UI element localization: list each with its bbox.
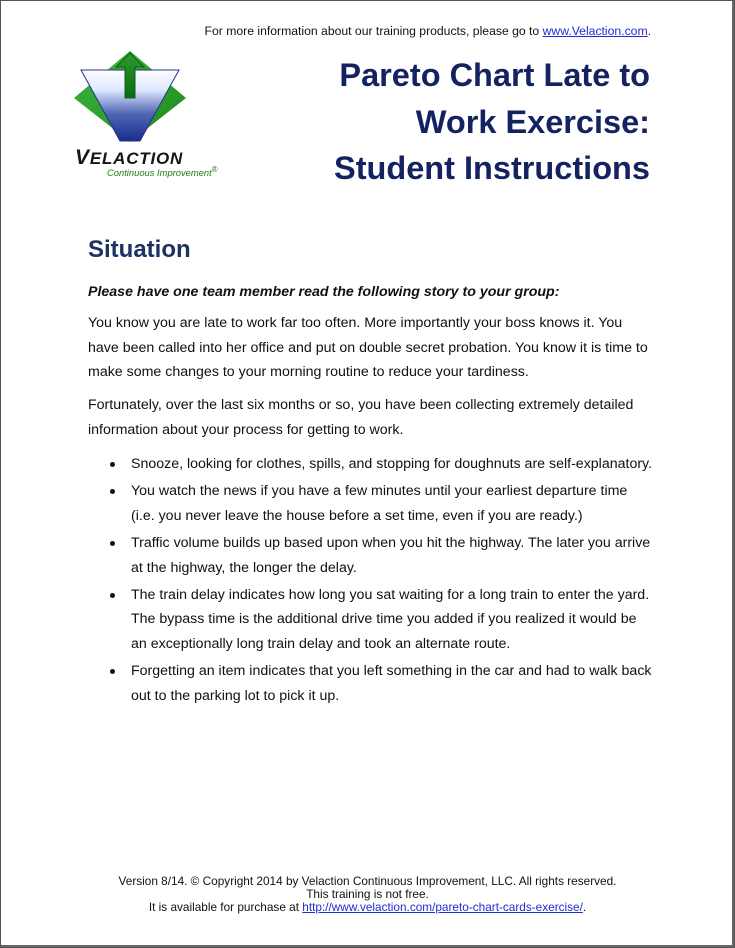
bullet-dot-icon bbox=[110, 462, 115, 467]
bullet-text-snooze: Snooze, looking for clothes, spills, and stopping for doughnuts are self-explanatory. bbox=[131, 456, 653, 472]
situation-paragraph-1: You know you are late to work far too often. More importantly your boss knows it. You have been called into her office and put on double secret probation. You know it is time to make some changes to your morning routine to reduce your tardiness. bbox=[88, 315, 648, 380]
purchase-link[interactable]: http://www.velaction.com/pareto-chart-cards-exercise/ bbox=[302, 900, 583, 914]
registered-mark: ® bbox=[211, 165, 218, 174]
velaction-website-link[interactable]: www.Velaction.com bbox=[542, 24, 648, 38]
training-info-line bbox=[0, 24, 651, 39]
bullet-dot-icon bbox=[110, 669, 115, 674]
bullet-item-traffic bbox=[101, 531, 653, 580]
copyright-line: Version 8/14. © Copyright 2014 by Velaction Continuous Improvement, LLC. All rights reserved. bbox=[118, 874, 617, 888]
training-info-text: For more information about our training products, please go to bbox=[204, 24, 543, 38]
bullet-text-forgotten-item: Forgetting an item indicates that you left something in the car and had to walk back out to the parking lot to pick it up. bbox=[131, 663, 652, 704]
bullet-text-traffic: Traffic volume builds up based upon when you hit the highway. The later you arrive at the highway, the longer the delay. bbox=[131, 535, 651, 576]
training-info-period: . bbox=[647, 24, 651, 38]
not-free-line: This training is not free. bbox=[306, 887, 429, 901]
process-bullet-list bbox=[101, 452, 653, 711]
bullet-dot-icon bbox=[110, 593, 115, 598]
bullet-dot-icon bbox=[110, 541, 115, 546]
document-title-line-1: Pareto Chart Late to bbox=[339, 57, 650, 93]
purchase-period: . bbox=[582, 900, 587, 914]
bullet-item-train-delay bbox=[101, 583, 653, 657]
bullet-text-news: You watch the news if you have a few minutes until your earliest departure time (i.e. you never leave the house before a set time, even if you are ready.) bbox=[131, 483, 628, 524]
velaction-logo-tagline: Continuous Improvement® bbox=[107, 165, 218, 179]
bullet-item-snooze bbox=[101, 452, 653, 477]
document-title-line-2: Work Exercise: bbox=[415, 103, 650, 140]
document-title bbox=[230, 52, 650, 192]
velaction-logo-wordmark: VELACTION bbox=[75, 146, 184, 169]
bullet-text-train-delay: The train delay indicates how long you sat waiting for a long train to enter the yard. The bypass time is the additional drive time you added if you realized it would be an exceptionally long train delay and took an alternate route. bbox=[131, 586, 650, 652]
velaction-logo bbox=[74, 50, 234, 182]
bullet-dot-icon bbox=[110, 489, 115, 494]
purchase-text: It is available for purchase at bbox=[148, 900, 303, 914]
velaction-logo-icon bbox=[74, 50, 186, 142]
situation-heading: Situation bbox=[88, 236, 191, 263]
reading-instruction: Please have one team member read the following story to your group: bbox=[88, 284, 560, 300]
situation-paragraph-2: Fortunately, over the last six months or so, you have been collecting extremely detailed information about your process for getting to work. bbox=[88, 397, 634, 438]
bullet-item-forgotten-item bbox=[101, 659, 653, 708]
copyright-footer bbox=[0, 875, 735, 914]
document-title-line-3: Student Instructions bbox=[334, 150, 650, 186]
bullet-item-news bbox=[101, 479, 653, 528]
purchase-line bbox=[0, 901, 735, 914]
